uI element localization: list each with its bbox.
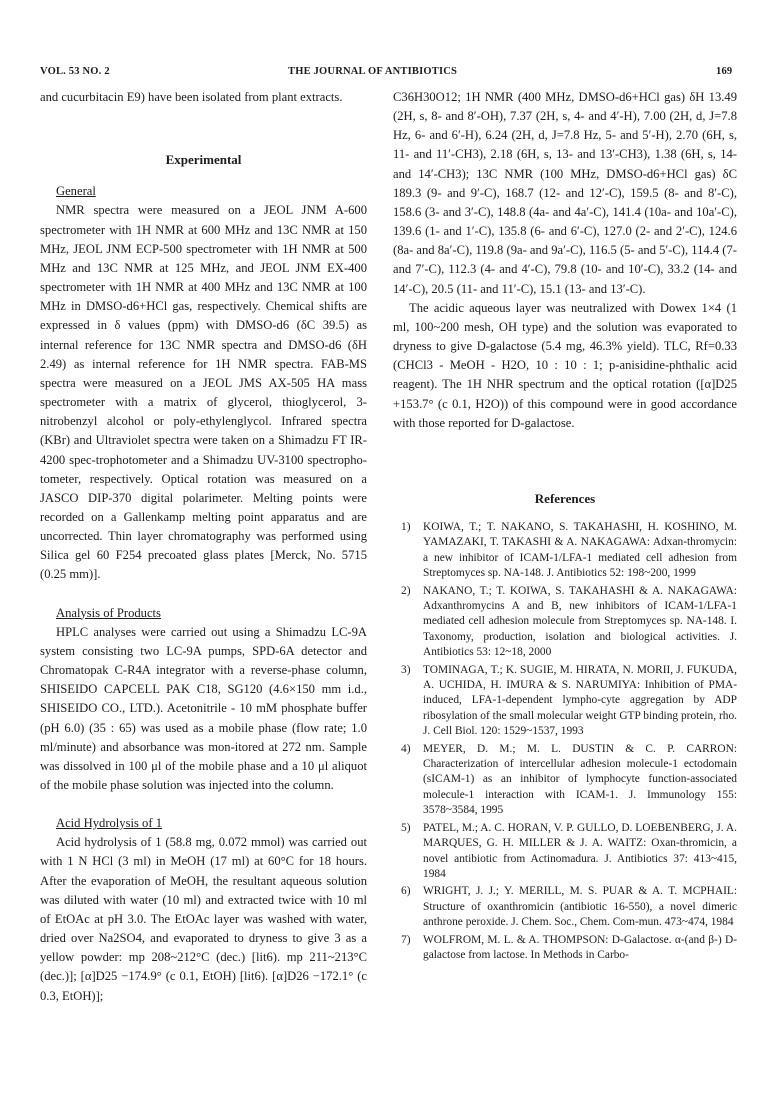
reference-number: 6) [401, 885, 411, 898]
reference-item [393, 884, 737, 930]
reference-text: TOMINAGA, T.; K. SUGIE, M. HIRATA, N. MORII, J. FUKUDA, A. UCHIDA, H. IMURA & S. NARUMIYA: Inhibition of PMA-induced, LFA-1-dependent lympho-cyte aggregation by ADP ribosylation of the small molecular weight GTP binding protein, rho. J. Cell Biol. 120: 1529~1537, 1993 [423, 663, 737, 738]
aqueous-layer-paragraph: The acidic aqueous layer was neutralized with Dowex 1×4 (1 ml, 100~200 mesh, OH type) and the solution was evaporated to dryness to give D-galactose (5.4 mg, 46.3% yield). TLC, Rf=0.33 (CHCl3 - MeOH - H2O, 10 : 10 : 1; p-anisidine-phthalic acid reagent). The 1H NHR spectrum and the optical rotation ([α]D25 +153.7° (c 0.1, H2O)) of this compound were in good accordance with those reported for D-galactose. [393, 300, 737, 430]
reference-list [393, 520, 737, 963]
reference-item [393, 520, 737, 582]
reference-text: WRIGHT, J. J.; Y. MERILL, M. S. PUAR & A. T. MCPHAIL: Structure of oxanthromicin (antibiotic 16-550), a novel dimeric anthrone peroxide. J. Chem. Soc., Chem. Com-mun. 473~474, 1984 [423, 885, 737, 929]
reference-item [393, 663, 737, 740]
reference-item [393, 933, 737, 964]
references-heading: References [534, 490, 596, 506]
journal-title-header: THE JOURNAL OF ANTIBIOTICS [288, 66, 458, 77]
reference-text: WOLFROM, M. L. & A. THOMPSON: D-Galactose. α-(and β-) D-galactose from lactose. In Methods in Carbo- [423, 933, 737, 961]
experimental-heading: Experimental [165, 152, 242, 168]
reference-text: NAKANO, T.; T. KOIWA, S. TAKAHASHI & A. NAKAGAWA: Adxanthromycins A and B, new inhibitors of ICAM-1/LFA-1 mediated cell adhesion molecule from Streptomyces sp. NA-148. I. Taxonomy, production, isolation and biological activities. J. Antibiotics 53: 12~18, 2000 [423, 584, 737, 659]
page-number: 169 [716, 66, 733, 77]
reference-item [393, 584, 737, 661]
reference-number: 1) [401, 520, 411, 533]
analysis-paragraph: HPLC analyses were carried out using a Shimadzu LC-9A system consisting two LC-9A pumps, SPD-6A detector and Chromatopak C-R4A integrator with a reverse-phase column, SHISEIDO CAPCELL PAK C18, SG120 (4.6×150 mm i.d., SHISEIDO CO., LTD.). Acetonitrile - 10 mM phosphate buffer (pH 6.0) (35 : 65) was used as a mobile phase (flow rate; 1.0 ml/minute) and absorbance was mon-itored at 272 nm. Sample was dissolved in 100 μl of the mobile phase and a 10 μl aliquot of the mobile phase solution was injected into the column. [40, 624, 367, 792]
left-column [40, 88, 367, 1006]
acid-hydrolysis-paragraph: Acid hydrolysis of 1 (58.8 mg, 0.072 mmol) was carried out with 1 N HCl (3 ml) in MeOH (17 ml) at 60°C for 18 hours. After the evaporation of MeOH, the resultant aqueous solution was diluted with water (10 ml) and extracted twice with 10 ml of EtOAc at pH 3.0. The EtOAc layer was washed with water, dried over Na2SO4, and evaporated to dryness to give 3 as a yellow powder: mp 208~212°C (dec.) [lit6). mp 211~213°C (dec.)]; [α]D25 −174.9° (c 0.1, EtOH) [lit6). [α]D26 −172.1° (c 0.3, EtOH)]; [40, 835, 367, 1003]
reference-text: KOIWA, T.; T. NAKANO, S. TAKAHASHI, H. KOSHINO, M. YAMAZAKI, T. TAKASHI & A. NAKAGAWA: Adxan-thromycin: a new inhibitor of ICAM-1/LFA-1 mediated cell adhesion from Streptomyces sp. NA-148. J. Antibiotics 52: 198~200, 1999 [423, 520, 737, 580]
reference-number: 7) [401, 933, 411, 946]
reference-number: 4) [401, 742, 411, 755]
general-heading: General [56, 184, 96, 199]
reference-number: 5) [401, 821, 411, 834]
reference-number: 3) [401, 663, 411, 676]
reference-text: PATEL, M.; A. C. HORAN, V. P. GULLO, D. LOEBENBERG, J. A. MARQUES, G. H. MILLER & J. A. WAITZ: Oxan-thromicin, a novel antibiotic from Actinomadura. J. Antibiotics 37: 413~415, 1984 [423, 821, 737, 880]
nmr-data-paragraph: C36H30O12; 1H NMR (400 MHz, DMSO-d6+HCl gas) δH 13.49 (2H, s, 8- and 8′-OH), 7.37 (2H, s, 4- and 4′-H), 7.00 (2H, d, J=7.8 Hz, 6- and 6′-H), 6.24 (2H, d, J=7.8 Hz, 5- and 5′-H), 2.70 (6H, s, 11- and 11′-CH3), 2.18 (6H, s, 13- and 13′-CH3), 1.38 (6H, s, 14- and 14′-CH3); 13C NMR (100 MHz, DMSO-d6+HCl gas) δC 189.3 (9- and 9′-C), 168.7 (12- and 12′-C), 159.5 (8- and 8′-C), 158.6 (3- and 3′-C), 148.8 (4a- and 4a′-C), 141.4 (10a- and 10a′-C), 139.6 (1- and 1′-C), 135.8 (6- and 6′-C), 127.0 (2- and 2′-C), 124.6 (8a- and 8a′-C), 119.8 (9a- and 9a′-C), 116.5 (5- and 5′-C), 114.4 (7- and 7′-C), 112.3 (4- and 4′-C), 79.8 (10- and 10′-C), 33.2 (14- and 14′-C), 20.5 (11- and 11′-C), 15.1 (13- and 13′-C). [393, 90, 737, 296]
intro-paragraph: and cucurbitacin E9) have been isolated from plant extracts. [40, 90, 343, 104]
reference-item [393, 821, 737, 883]
reference-item [393, 742, 737, 819]
analysis-heading: Analysis of Products [56, 605, 161, 620]
general-paragraph: NMR spectra were measured on a JEOL JNM A-600 spectrometer with 1H NMR at 600 MHz and 13C NMR at 150 MHz, JEOL JNM ECP-500 spectrometer with 1H NMR at 500 MHz and 13C NMR at 125 MHz, and JEOL JNM EX-400 spectrometer with 1H NMR at 400 MHz and 13C NMR at 100 MHz in DMSO-d6+HCl gas, respectively. Chemical shifts are expressed in δ values (ppm) with DMSO-d6 (δC 39.5) as internal reference for 13C NMR spectra and DMSO-d6 (δH 2.49) as internal reference for 1H NMR spectra. FAB-MS spectra were measured on a JEOL JMS AX-505 HA mass spectrometer with a matrix of glycerol, thioglycerol, 3-nitrobenzyl alcohol or poly-ethylenglycol. Infrared spectra (KBr) and Ultraviolet spectra were taken on a Shimadzu FT IR-4200 spec-trophotometer and a Shimadzu UV-3100 spectropho-tometer, respectively. Optical rotation was measured on a JASCO DIP-370 digital polarimeter. Melting points were recorded on a Gallenkamp melting point apparatus and are uncorrected. Thin layer chromatography was performed using Silica gel 60 F254 precoated glass plates [Merck, No. 5715 (0.25 mm)]. [40, 203, 367, 582]
acid-hydrolysis-heading: Acid Hydrolysis of 1 [56, 816, 162, 831]
reference-number: 2) [401, 584, 411, 597]
volume-header: VOL. 53 NO. 2 [40, 66, 110, 77]
right-column [393, 88, 737, 965]
reference-text: MEYER, D. M.; M. L. DUSTIN & C. P. CARRON: Characterization of intercellular adhesion molecule-1 ectodomain (sICAM-1) as an inhibitor of lymphocyte function-associated molecule-1 interaction with ICAM-1. J. Immunology 155: 3578~3584, 1995 [423, 742, 737, 817]
